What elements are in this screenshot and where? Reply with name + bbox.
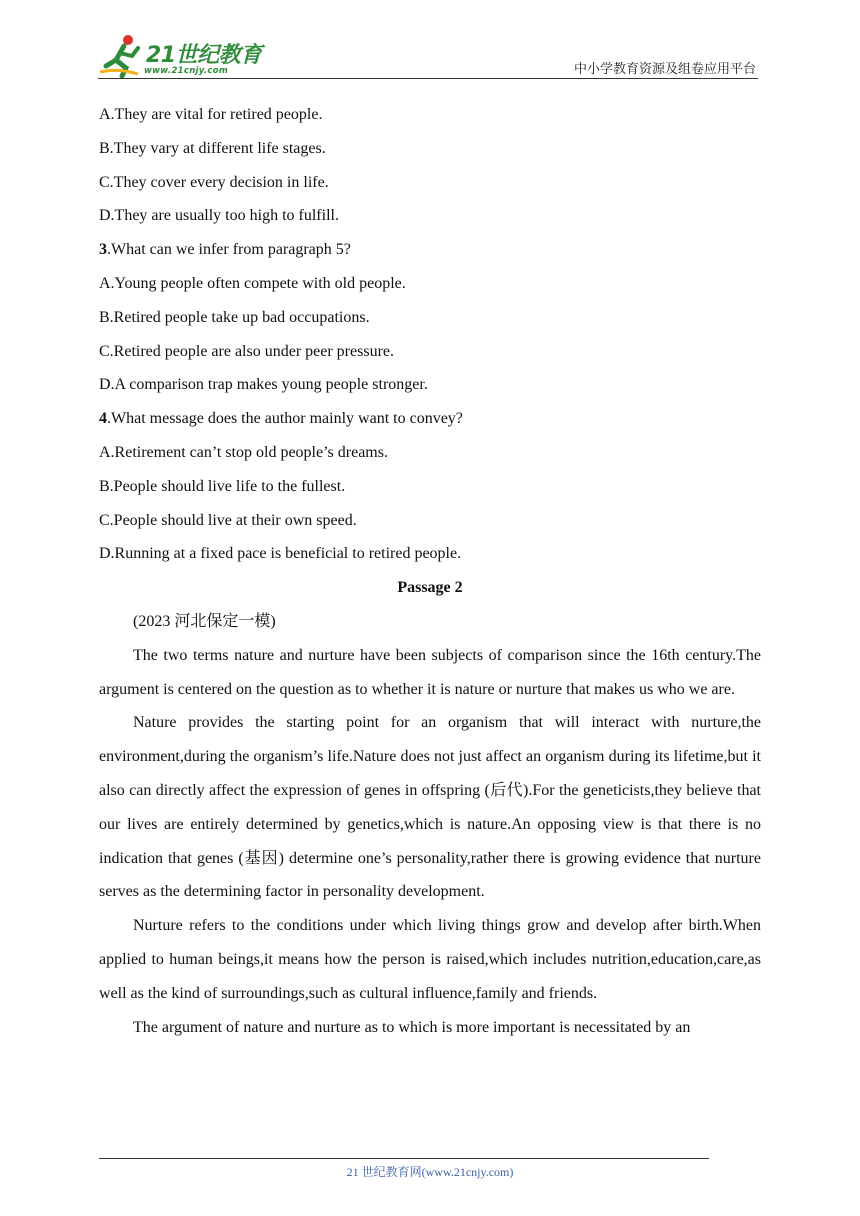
- q2-option-b: B.They vary at different life stages.: [99, 139, 326, 157]
- paragraph-2: Nature provides the starting point for an organism that will interact with nurture,the environment,during the organism’s life.Nature does not just affect an organism during its lifetime,but it also can directly affect the expression of genes in offspring (后代).For the geneticists,they believe that our lives are entirely determined by genetics,which is nature.An opposing view is that there is no indication that genes (基因) determine one’s personality,rather there is growing evidence that nurture serves as the determining factor in personality development.: [99, 714, 761, 901]
- paragraph-1: The two terms nature and nurture have been subjects of comparison since the 16th century.The argument is centered on the question as to whether it is nature or nurture that makes us who we are.: [99, 646, 761, 698]
- header-slogan: 中小学教育资源及组卷应用平台: [573, 62, 756, 77]
- q4-option-b: B.People should live life to the fullest.: [99, 477, 346, 495]
- passage-title: Passage 2: [397, 579, 463, 597]
- document-body: [99, 98, 761, 1044]
- paragraph-3: Nurture refers to the conditions under which living things grow and develop after birth.When applied to human beings,it means how the person is raised,which includes nutrition,education,care,as well as the kind of surroundings,such as cultural influence,family and friends.: [99, 917, 761, 1002]
- logo-text: 21世纪教育: [146, 43, 262, 68]
- header-divider: [98, 78, 758, 79]
- q4-option-a: A.Retirement can’t stop old people’s dreams.: [99, 443, 388, 461]
- q3-option-b: B.Retired people take up bad occupations.: [99, 308, 370, 326]
- q4-stem: [99, 402, 761, 436]
- passage-text: [99, 639, 761, 1045]
- q4-number: 4: [99, 410, 107, 428]
- q2-option-d: D.They are usually too high to fulfill.: [99, 207, 339, 225]
- page-footer[interactable]: 21 世纪教育网(www.21cnjy.com): [346, 1165, 514, 1179]
- page-header: [98, 30, 758, 82]
- q3-option-c: C.Retired people are also under peer pressure.: [99, 342, 394, 360]
- footer-divider: [99, 1158, 709, 1159]
- q2-option-c: C.They cover every decision in life.: [99, 173, 329, 191]
- logo-url: www.21cnjy.com: [144, 66, 228, 76]
- site-logo[interactable]: [98, 32, 268, 78]
- q3-number: 3: [99, 241, 107, 259]
- runner-logo-icon: [98, 32, 148, 78]
- q3-stem-text: .What can we infer from paragraph 5?: [107, 241, 351, 259]
- q4-stem-text: .What message does the author mainly want to convey?: [107, 410, 463, 428]
- q3-option-d: D.A comparison trap makes young people stronger.: [99, 376, 428, 394]
- passage-source: (2023 河北保定一模): [133, 612, 276, 630]
- q3-stem: [99, 233, 761, 267]
- q2-option-a: A.They are vital for retired people.: [99, 106, 323, 123]
- q4-option-d: D.Running at a fixed pace is beneficial to retired people.: [99, 545, 462, 563]
- q3-option-a: A.Young people often compete with old people.: [99, 274, 406, 292]
- paragraph-4: The argument of nature and nurture as to which is more important is necessitated by an: [133, 1018, 691, 1036]
- q4-option-c: C.People should live at their own speed.: [99, 511, 357, 529]
